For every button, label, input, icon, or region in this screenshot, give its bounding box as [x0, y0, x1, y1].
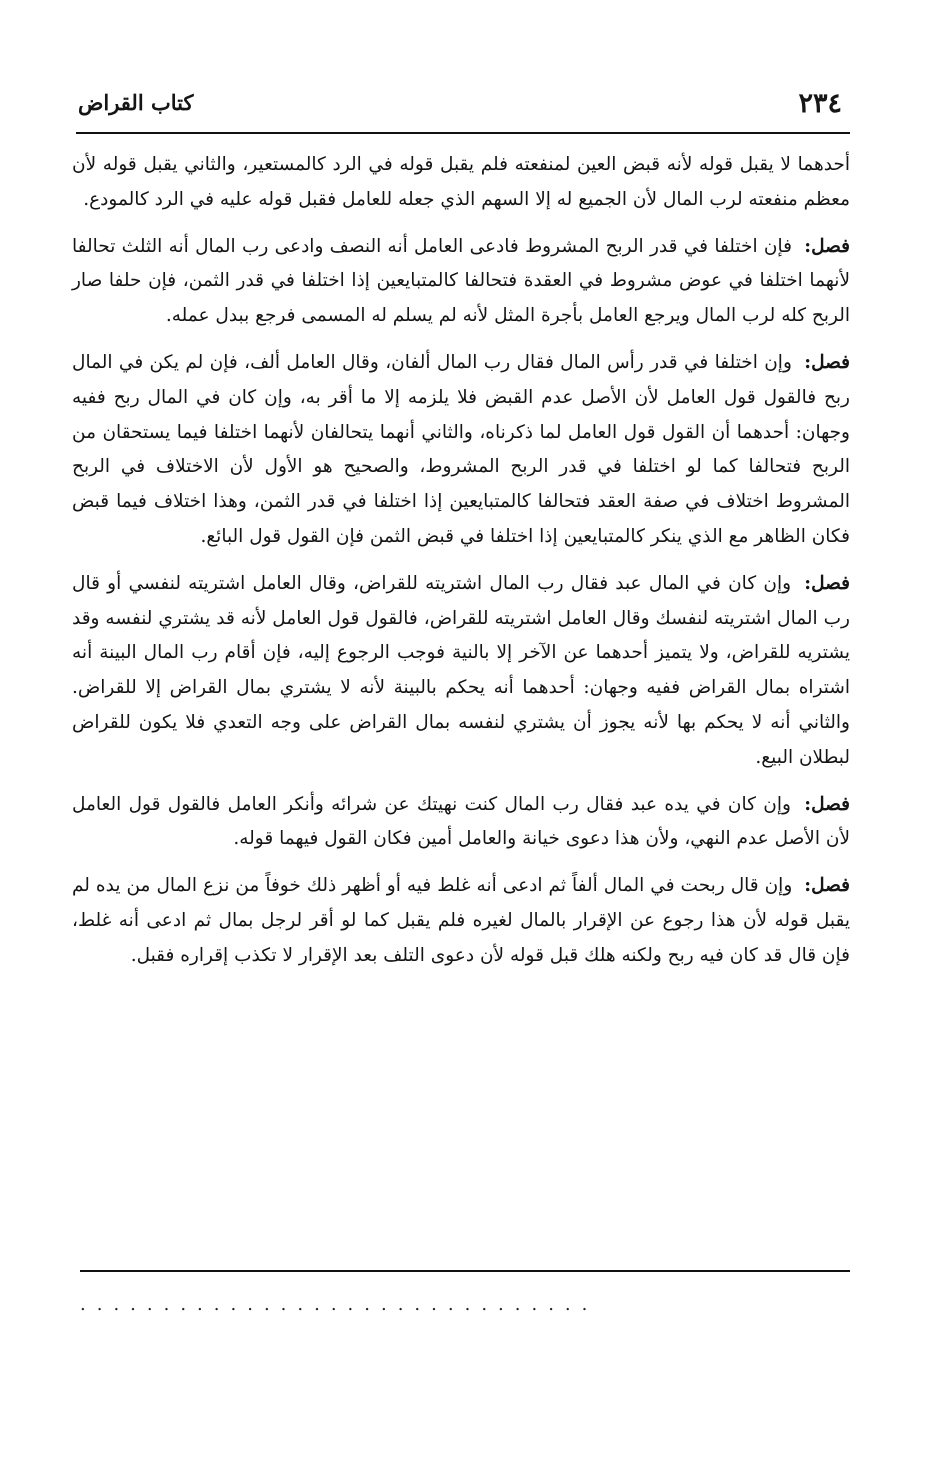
section-heading: فصل: — [804, 875, 850, 897]
section-heading: فصل: — [804, 235, 851, 257]
paragraph-text: وإن اختلفا في قدر رأس المال فقال رب المال ألفان، وقال العامل ألف، فإن لم يكن في المال ربح فالقول قول العامل لأن الأصل عدم القبض فلا يلزمه إلا ما أقر به، وإن كان في المال ربح ففيه وجهان: أحدهما أن القول قول العامل لما ذكرناه، والثاني أنهما يتحالفان لأنهما اختلفا فيما يستحقان من الربح فتحالفا كما لو اختلفا في قدر الربح المشروط، والصحيح هو الأول لأن الاختلاف في الربح المشروط اختلاف في صفة العقد فتحالفا كالمتبايعين إذا اختلفا في قدر الثمن، وهذا اختلاف فيما قبض فكان الظاهر مع الذي ينكر كالمتبايعين إذا اختلفا في قبض الثمن فإن القول قول البائع. — [72, 351, 850, 547]
paragraph-1 — [72, 148, 850, 218]
page-number: ٢٣٤ — [798, 88, 842, 119]
paragraph-text: وإن قال ربحت في المال ألفاً ثم ادعى أنه غلط فيه أو أظهر ذلك خوفاً من نزع المال من يده لم يقبل قوله لأن هذا رجوع عن الإقرار بالمال لغيره فلم يقبل كما لو أقر لرجل بمال ثم ادعى أنه غلط، فإن قال قد كان فيه ربح ولكنه هلك قبل قوله لأن دعوى التلف بعد الإقرار لا تكذب إقراره فقبل. — [72, 875, 850, 966]
body-text — [72, 148, 850, 986]
paragraph-5 — [72, 788, 850, 858]
paragraph-2 — [72, 230, 850, 334]
paragraph-text: أحدهما لا يقبل قوله لأنه قبض العين لمنفعته فلم يقبل قوله في الرد كالمستعير، والثاني يقبل قوله لأن معظم منفعته لرب المال لأن الجميع له إلا السهم الذي جعله للعامل فقبل قوله عليه في الرد كالمودع. — [72, 154, 850, 210]
book-page — [60, 86, 850, 1446]
footnote-dotted-line: ............................... — [80, 1294, 599, 1315]
footnote-area — [80, 1270, 850, 1315]
section-heading: فصل: — [804, 793, 850, 815]
section-heading: فصل: — [804, 351, 850, 373]
footnote-rule — [80, 1270, 850, 1272]
running-head — [60, 86, 850, 130]
paragraph-3 — [72, 346, 850, 555]
paragraph-6 — [72, 869, 850, 973]
section-heading: فصل: — [804, 572, 850, 594]
book-title: كتاب القراض — [78, 90, 194, 115]
header-rule — [76, 132, 850, 134]
paragraph-text: وإن كان في المال عبد فقال رب المال اشتريته للقراض، وقال العامل اشتريته لنفسي أو قال رب المال اشتريته لنفسك وقال العامل اشتريته للقراض، فالقول قول العامل لأنه قد يشتري لنفسه وقد يشتريه للقراض، ولا يتميز أحدهما عن الآخر إلا بالنية فوجب الرجوع إليه، فإن أقام رب المال البينة أنه اشتراه بمال القراض ففيه وجهان: أحدهما أنه يحكم بالبينة لأنه لا يشتري بمال القراض إلا للقراض. والثاني أنه لا يحكم بها لأنه يجوز أن يشتري لنفسه بمال القراض على وجه التعدي فلا يكون للقراض لبطلان البيع. — [72, 572, 850, 768]
paragraph-4 — [72, 567, 850, 776]
paragraph-text: وإن كان في يده عبد فقال رب المال كنت نهيتك عن شرائه وأنكر العامل فالقول قول العامل لأن الأصل عدم النهي، ولأن هذا دعوى خيانة والعامل أمين فكان القول فيهما قوله. — [72, 793, 850, 850]
paragraph-text: فإن اختلفا في قدر الربح المشروط فادعى العامل أنه النصف وادعى رب المال أنه الثلث تحالفا لأنهما اختلفا في عوض مشروط في العقدة فتحالفا كالمتبايعين إذا اختلفا في قدر الثمن، فإن حلفا صار الربح كله لرب المال ويرجع العامل بأجرة المثل لأنه لم يسلم له المسمى فرجع ببدل عمله. — [72, 235, 850, 327]
